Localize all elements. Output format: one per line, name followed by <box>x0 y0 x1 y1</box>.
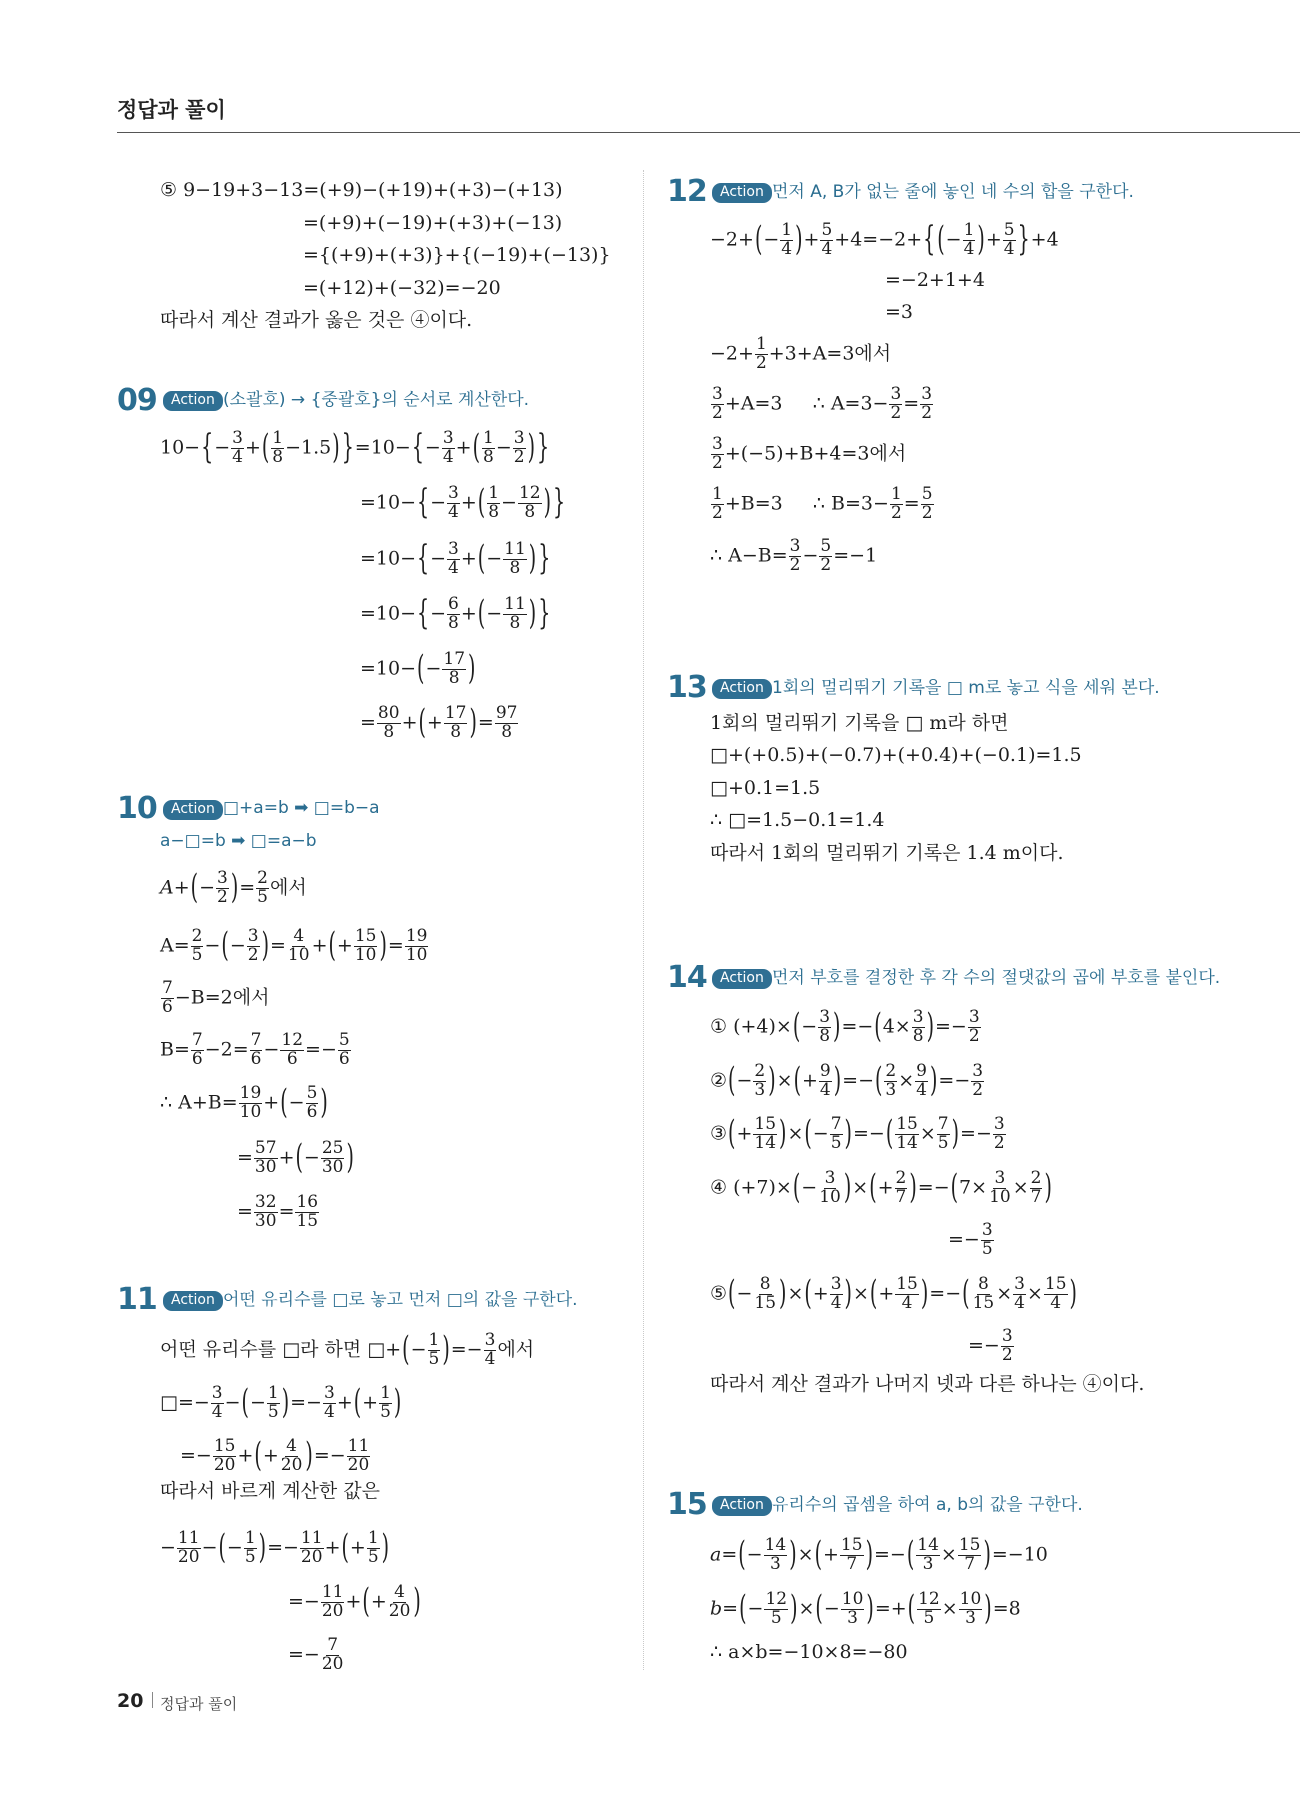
q12-line4: −2+ $\frac{1}{2}$ +3+A=3에서 <box>710 334 892 373</box>
q15-line2: b=(− $\frac{12}{5}$ )×(− $\frac{10}{3}$ )=+( $\frac{12}{5}$ × $\frac{10}{3}$ )=8 <box>710 1589 1021 1628</box>
q10-hint-line2: a−□=b ➡ □=a−b <box>160 831 317 851</box>
q14-hint: 먼저 부호를 결정한 후 각 수의 절댓값의 곱에 부호를 붙인다. <box>772 968 1221 988</box>
q10-line4: B= $\frac{7}{6}$ −2= $\frac{7}{6}$ − $\frac{12}{6}$ =− $\frac{5}{6}$ <box>160 1030 350 1069</box>
q9-line4: =10−{− $\frac{6}{8}$ +(− $\frac{11}{8}$ ) } <box>360 594 551 633</box>
q13-hint: 1회의 멀리뛰기 기록을 □ m로 놓고 식을 세워 본다. <box>772 678 1160 698</box>
q10-line6: = $\frac{57}{30}$ +(− $\frac{25}{30}$ ) <box>237 1138 354 1177</box>
q14-choice4: ④ (+7)×(− $\frac{3}{10}$ )×(+ $\frac{2}{7}$ )=−(7× $\frac{3}{10}$ × $\frac{2}{7}$ ) <box>710 1168 1052 1207</box>
q12-hint: 먼저 A, B가 없는 줄에 놓인 네 수의 합을 구한다. <box>772 182 1134 202</box>
q11-hint: 어떤 유리수를 □로 놓고 먼저 □의 값을 구한다. <box>223 1290 578 1310</box>
q11-line3: =− $\frac{15}{20}$ +(+ $\frac{4}{20}$ )=− $\frac{11}{20}$ <box>180 1436 370 1475</box>
q10-action-badge: Action <box>163 800 223 820</box>
q14-choice5: ⑤(− $\frac{8}{15}$ )×(+ $\frac{3}{4}$ )×(+ $\frac{15}{4}$ )=−( $\frac{8}{15}$ × $\frac{3}{4}$ × $\frac{15}{4}$ ) <box>710 1274 1077 1313</box>
q8-line4: =(+12)+(−32)=−20 <box>303 277 501 299</box>
q13-action-badge: Action <box>712 679 772 699</box>
q10-number: 10 <box>117 791 157 826</box>
q10-line2: A= $\frac{2}{5}$ −(− $\frac{3}{2}$ )= $\frac{4}{10}$ +(+ $\frac{15}{10}$ )= $\frac{19}{10}$ <box>160 926 428 965</box>
q13-line5: 따라서 1회의 멀리뛰기 기록은 1.4 m이다. <box>710 842 1064 864</box>
q11-line5: − $\frac{11}{20}$ −(− $\frac{1}{5}$ )=− $\frac{11}{20}$ +(+ $\frac{1}{5}$ ) <box>160 1528 390 1567</box>
q14-choice5-result: =− $\frac{3}{2}$ <box>968 1326 1013 1365</box>
q13-number: 13 <box>667 670 707 705</box>
header-rule <box>117 132 1300 133</box>
q12-line5: $\frac{3}{2}$ +A=3 ∴ A=3− $\frac{3}{2}$ = $\frac{3}{2}$ <box>712 384 933 423</box>
q9-line5: =10−(− $\frac{17}{8}$ ) <box>360 649 476 688</box>
q9-hint: (소괄호) → {중괄호}의 순서로 계산한다. <box>223 390 530 410</box>
q15-line3: ∴ a×b=−10×8=−80 <box>710 1641 908 1663</box>
q12-line6: $\frac{3}{2}$ +(−5)+B+4=3에서 <box>712 434 907 473</box>
q12-line8: ∴ A−B= $\frac{3}{2}$ − $\frac{5}{2}$ =−1 <box>710 536 878 575</box>
q10-line1: A+(− $\frac{3}{2}$ )= $\frac{2}{5}$ 에서 <box>160 868 307 907</box>
q15-action-badge: Action <box>712 1496 772 1516</box>
q10-line5: ∴ A+B= $\frac{19}{10}$ +(− $\frac{5}{6}$ ) <box>160 1083 328 1122</box>
page-number: 20 <box>117 1690 144 1712</box>
q12-line1: −2+(− $\frac{1}{4}$ )+ $\frac{5}{4}$ +4=−2+{ (− $\frac{1}{4}$ )+ $\frac{5}{4}$ }+4 <box>710 220 1059 259</box>
q10-line3: $\frac{7}{6}$ −B=2에서 <box>162 978 270 1017</box>
q12-action-badge: Action <box>712 183 772 203</box>
q8-line1: ⑤ 9−19+3−13=(+9)−(+19)+(+3)−(+13) <box>160 179 563 201</box>
q12-number: 12 <box>667 174 707 209</box>
q13-line2: □+(+0.5)+(−0.7)+(+0.4)+(−0.1)=1.5 <box>710 744 1082 766</box>
q8-line2: =(+9)+(−19)+(+3)+(−13) <box>303 212 563 234</box>
q12-line3: =3 <box>885 301 914 323</box>
footer-separator <box>152 1692 153 1708</box>
q8-line3: ={(+9)+(+3)}+{(−19)+(−13)} <box>303 244 611 266</box>
q10-hint-line1: □+a=b ➡ □=b−a <box>223 798 380 818</box>
q14-conclusion: 따라서 계산 결과가 나머지 넷과 다른 하나는 ④이다. <box>710 1373 1145 1395</box>
q14-number: 14 <box>667 960 707 995</box>
q14-choice4-result: =− $\frac{3}{5}$ <box>948 1220 993 1259</box>
q11-line7: =− $\frac{7}{20}$ <box>288 1635 344 1674</box>
q13-line3: □+0.1=1.5 <box>710 777 821 799</box>
q8-conclusion: 따라서 계산 결과가 옳은 것은 ④이다. <box>160 309 473 331</box>
header-title: 정답과 풀이 <box>117 98 226 122</box>
q9-line1: 10−{− $\frac{3}{4}$ +( $\frac{1}{8}$ −1.5) }=10−{− $\frac{3}{4}$ +( $\frac{1}{8}$ − $\frac{3}{2}$ ) } <box>160 428 550 467</box>
q11-action-badge: Action <box>163 1291 223 1311</box>
q12-line7: $\frac{1}{2}$ +B=3 ∴ B=3− $\frac{1}{2}$ = $\frac{5}{2}$ <box>712 484 933 523</box>
q11-number: 11 <box>117 1282 157 1317</box>
q11-line6: =− $\frac{11}{20}$ +(+ $\frac{4}{20}$ ) <box>288 1582 421 1621</box>
q13-line1: 1회의 멀리뛰기 기록을 □ m라 하면 <box>710 712 1009 734</box>
q15-hint: 유리수의 곱셈을 하여 a, b의 값을 구한다. <box>772 1495 1083 1515</box>
q14-choice2: ②(− $\frac{2}{3}$ )×(+ $\frac{9}{4}$ )=−( $\frac{2}{3}$ × $\frac{9}{4}$ )=− $\frac{3}{2}$ <box>710 1061 984 1100</box>
q9-line3: =10−{− $\frac{3}{4}$ +(− $\frac{11}{8}$ ) } <box>360 539 551 578</box>
column-divider <box>643 170 644 1670</box>
footer-label: 정답과 풀이 <box>160 1695 238 1713</box>
q9-line2: =10−{− $\frac{3}{4}$ +( $\frac{1}{8}$ − $\frac{12}{8}$ ) } <box>360 483 566 522</box>
q14-choice3: ③(+ $\frac{15}{14}$ )×(− $\frac{7}{5}$ )=−( $\frac{15}{14}$ × $\frac{7}{5}$ )=− $\frac{3}{2}$ <box>710 1114 1005 1153</box>
q11-line1: 어떤 유리수를 □라 하면 □+(− $\frac{1}{5}$ )=− $\frac{3}{4}$ 에서 <box>160 1330 535 1369</box>
q9-action-badge: Action <box>163 391 223 411</box>
q10-line7: = $\frac{32}{30}$ = $\frac{16}{15}$ <box>237 1192 319 1231</box>
q14-action-badge: Action <box>712 969 772 989</box>
q14-choice1: ① (+4)×(− $\frac{3}{8}$ )=−(4× $\frac{3}{8}$ )=− $\frac{3}{2}$ <box>710 1007 980 1046</box>
q11-line2: □=− $\frac{3}{4}$ −(− $\frac{1}{5}$ )=− $\frac{3}{4}$ +(+ $\frac{1}{5}$ ) <box>160 1383 402 1422</box>
q12-line2: =−2+1+4 <box>885 269 985 291</box>
q15-number: 15 <box>667 1487 707 1522</box>
q9-line6: = $\frac{80}{8}$ +(+ $\frac{17}{8}$ )= $\frac{97}{8}$ <box>360 703 518 742</box>
q9-number: 09 <box>117 383 157 418</box>
q15-line1: a=(− $\frac{14}{3}$ )×(+ $\frac{15}{7}$ )=−( $\frac{14}{3}$ × $\frac{15}{7}$ )=−10 <box>710 1535 1048 1574</box>
q13-line4: ∴ □=1.5−0.1=1.4 <box>710 809 885 831</box>
q11-bareun: 따라서 바르게 계산한 값은 <box>160 1480 381 1502</box>
